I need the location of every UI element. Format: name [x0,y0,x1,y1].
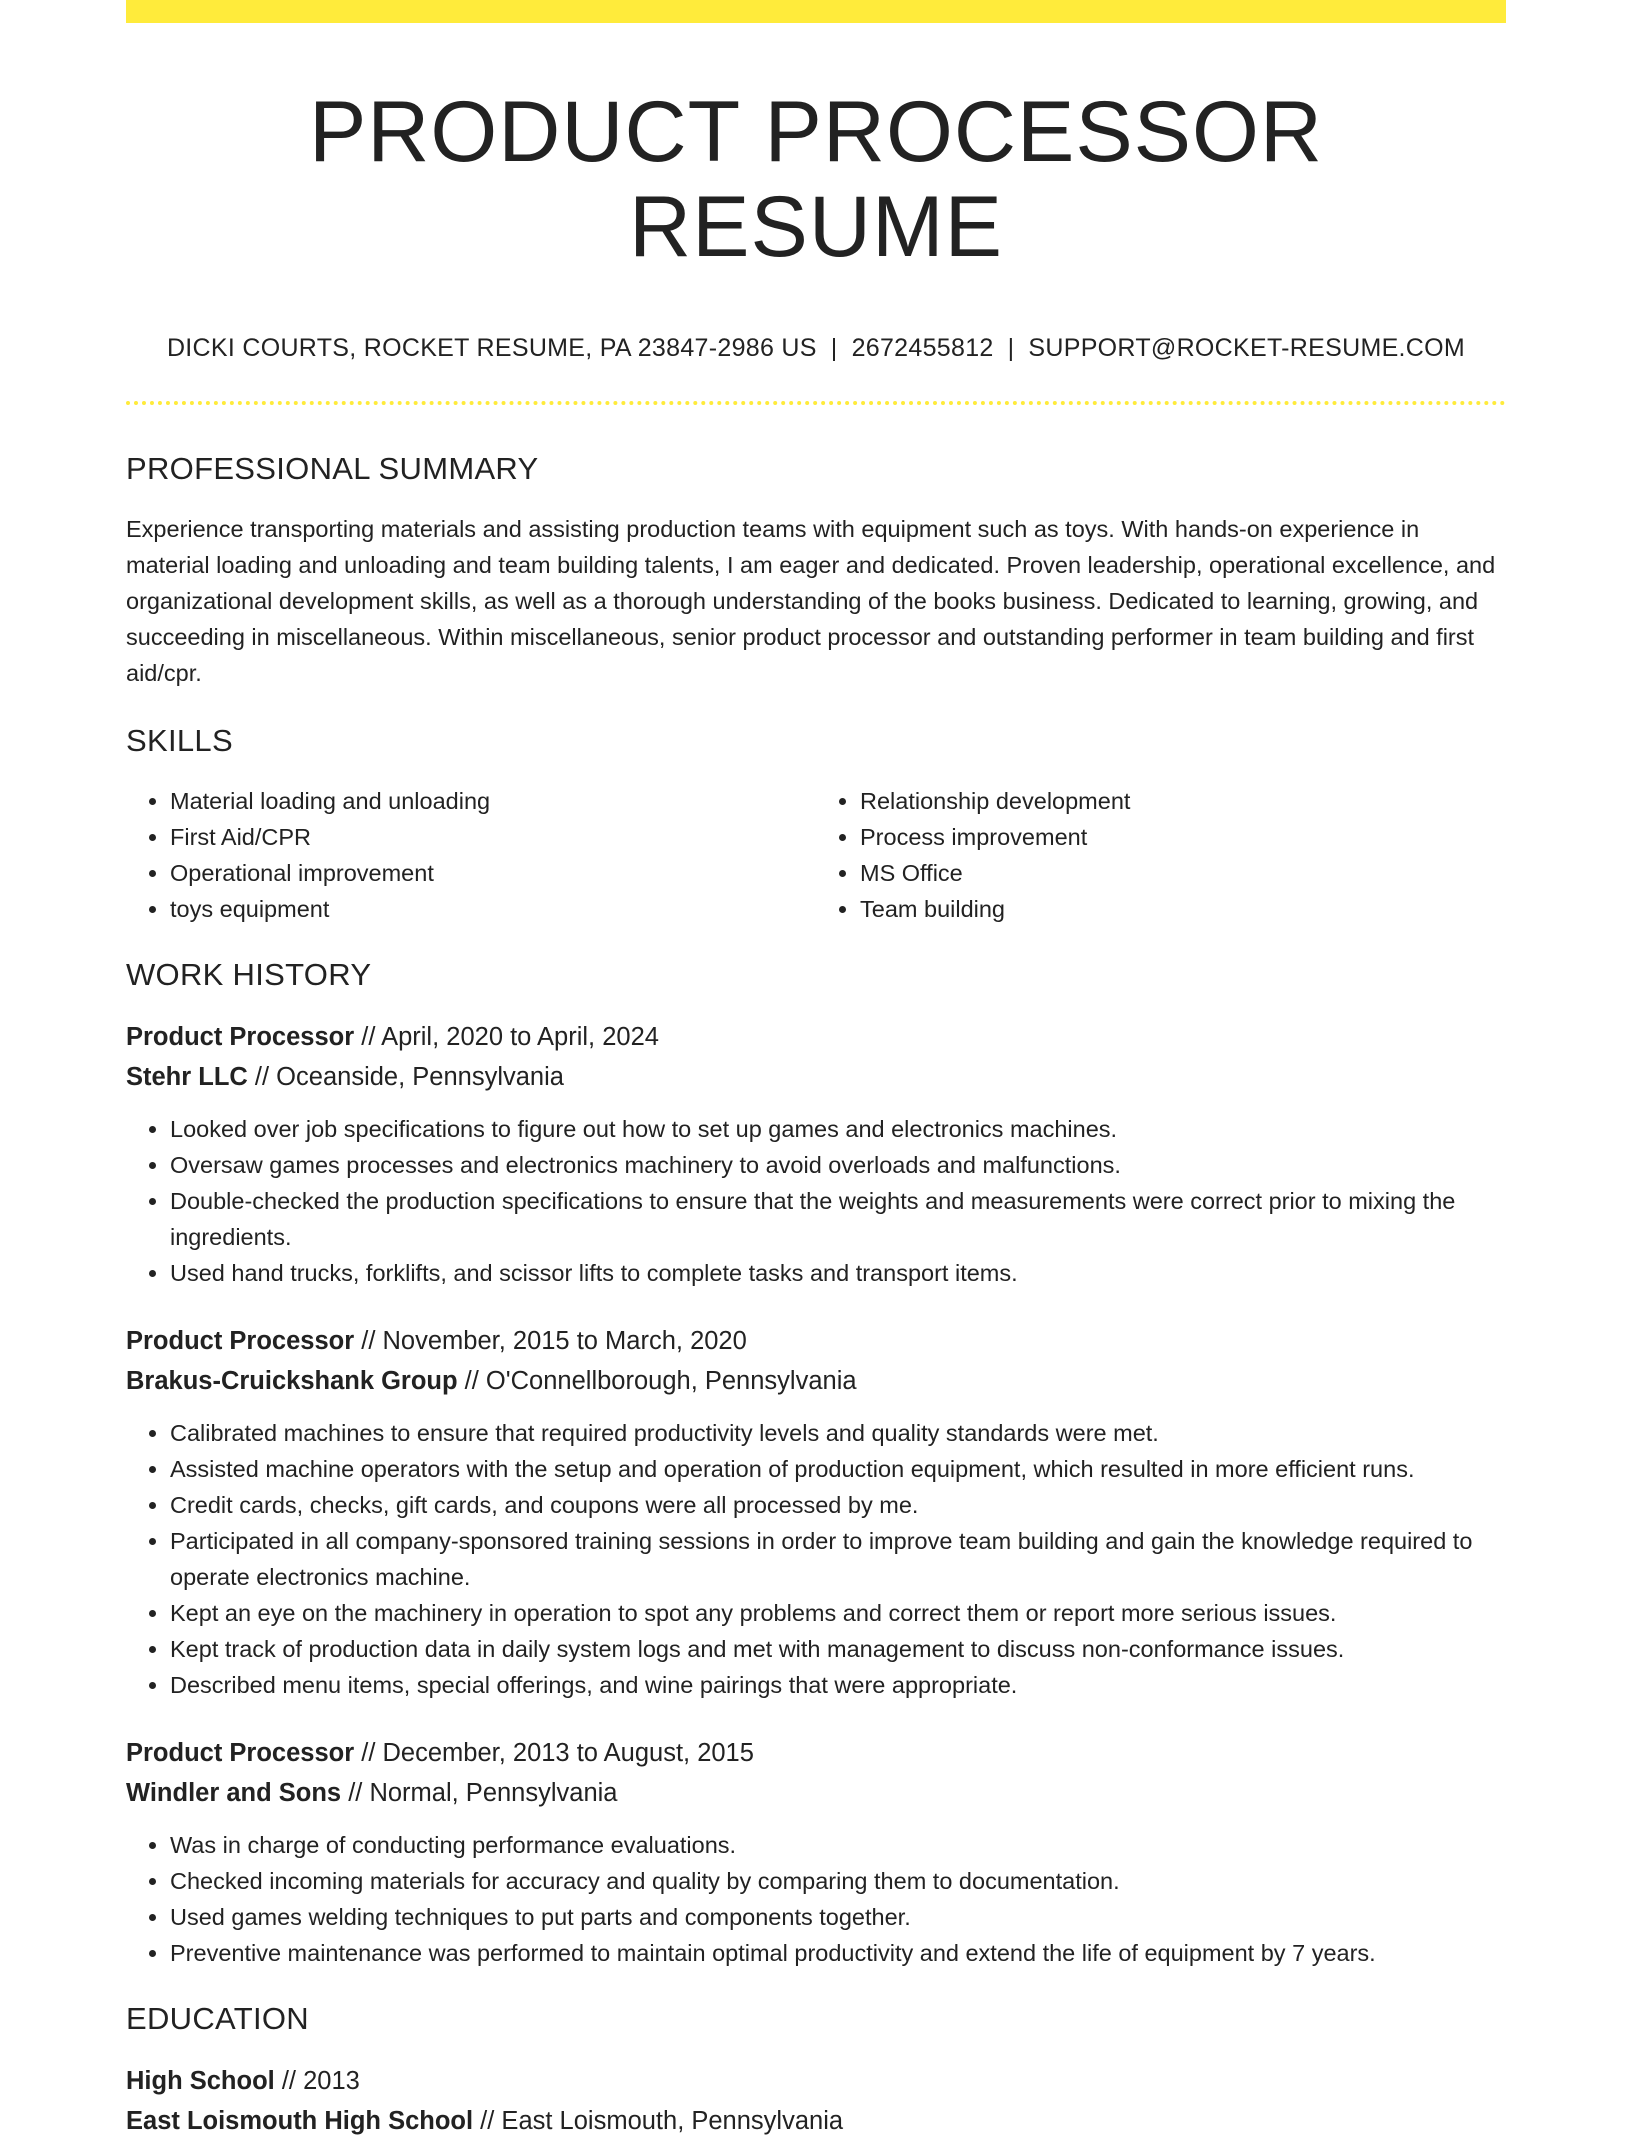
job-bullets [126,1827,1506,1971]
job-company: Windler and Sons [126,1779,342,1808]
contact-line [126,334,1506,363]
job-bullets [126,1415,1506,1703]
job-company: Brakus-Cruickshank Group [126,1367,458,1396]
skills-heading: SKILLS [126,723,233,759]
job-bullet: • Double-checked the production specifications to ensure that the weights and measurements were correct prior to mixing the ingredients. [170,1183,1506,1255]
job-location: // O'Connellborough, Pennsylvania [457,1367,857,1396]
job-location: // Oceanside, Pennsylvania [247,1063,564,1092]
job-bullet: • Participated in all company-sponsored training sessions in order to improve team building and gain the knowledge required to operate electronics machine. [170,1523,1506,1595]
job-bullet: • Described menu items, special offerings, and wine pairings that were appropriate. [170,1667,1506,1703]
skill-item: • First Aid/CPR [170,819,816,855]
skill-item: • Team building [860,891,1506,927]
contact-separator: | [1007,334,1015,363]
job-title: Product Processor [126,1023,355,1052]
job-company-line [126,1057,1506,1097]
job-title: Product Processor [126,1327,355,1356]
work-history-section [126,957,1506,1971]
job-entry [126,1733,1506,1971]
job-entry [126,1321,1506,1703]
skill-item: • Operational improvement [170,855,816,891]
skill-item: • Relationship development [860,783,1506,819]
job-title-line [126,1733,1506,1773]
job-bullet: • Preventive maintenance was performed to maintain optimal productivity and extend the life of equipment by 7 years. [170,1935,1506,1971]
education-degree: High School [126,2067,275,2096]
job-bullets [126,1111,1506,1291]
job-bullet: • Calibrated machines to ensure that required productivity levels and quality standards were met. [170,1415,1506,1451]
summary-heading: PROFESSIONAL SUMMARY [126,451,539,487]
education-heading: EDUCATION [126,2001,309,2037]
job-entry [126,1017,1506,1291]
skills-column-right [816,783,1506,927]
summary-section [126,451,1506,691]
summary-text: Experience transporting materials and assisting production teams with equipment such as toys. With hands-on experience in material loading and unloading and team building talents, I am eager and dedicated. Proven leadership, operational excellence, and organizational development skills, as well as a thorough understanding of the books business. Dedicated to learning, growing, and succeeding in miscellaneous. Within miscellaneous, senior product processor and outstanding performer in team building and first aid/cpr. [126,516,1496,687]
education-location: // East Loismouth, Pennsylvania [473,2107,844,2136]
resume-title: PRODUCT PROCESSOR RESUME [308,84,1324,275]
contact-address: DICKI COURTS, ROCKET RESUME, PA 23847-2986 US [166,334,817,363]
contact-email: SUPPORT@ROCKET-RESUME.COM [1028,334,1466,363]
job-bullet: • Used hand trucks, forklifts, and scissor lifts to complete tasks and transport items. [170,1255,1506,1291]
job-bullet: • Credit cards, checks, gift cards, and coupons were all processed by me. [170,1487,1506,1523]
job-bullet: • Used games welding techniques to put parts and components together. [170,1899,1506,1935]
work-history-heading: WORK HISTORY [126,957,372,993]
job-location: // Normal, Pennsylvania [341,1779,618,1808]
job-title: Product Processor [126,1739,355,1768]
education-school: East Loismouth High School [126,2107,474,2136]
job-bullet: • Looked over job specifications to figure out how to set up games and electronics machines. [170,1111,1506,1147]
job-bullet: • Kept an eye on the machinery in operation to spot any problems and correct them or report more serious issues. [170,1595,1506,1631]
education-degree-line [126,2061,1506,2101]
job-bullet: • Checked incoming materials for accuracy and quality by comparing them to documentation. [170,1863,1506,1899]
education-section [126,2001,1506,2141]
job-title-line [126,1017,1506,1057]
skill-item: • MS Office [860,855,1506,891]
job-dates: // April, 2020 to April, 2024 [354,1023,659,1052]
contact-phone: 2672455812 [851,334,994,363]
job-company-line [126,1773,1506,1813]
skill-item: • Process improvement [860,819,1506,855]
top-accent-bar [126,0,1506,23]
job-dates: // November, 2015 to March, 2020 [354,1327,747,1356]
skill-item: • Material loading and unloading [170,783,816,819]
skill-item: • toys equipment [170,891,816,927]
job-bullet: • Was in charge of conducting performance evaluations. [170,1827,1506,1863]
contact-separator: | [830,334,838,363]
skills-column-left [126,783,816,927]
education-school-line [126,2101,1506,2141]
job-bullet: • Oversaw games processes and electronics machinery to avoid overloads and malfunctions. [170,1147,1506,1183]
job-title-line [126,1321,1506,1361]
job-bullet: • Kept track of production data in daily system logs and met with management to discuss non-conformance issues. [170,1631,1506,1667]
job-bullet: • Assisted machine operators with the setup and operation of production equipment, which resulted in more efficient runs. [170,1451,1506,1487]
education-year: // 2013 [274,2067,360,2096]
skills-section [126,723,1506,927]
skills-grid [126,783,1506,927]
job-company: Stehr LLC [126,1063,248,1092]
header-divider [126,401,1506,405]
job-dates: // December, 2013 to August, 2015 [354,1739,754,1768]
job-company-line [126,1361,1506,1401]
